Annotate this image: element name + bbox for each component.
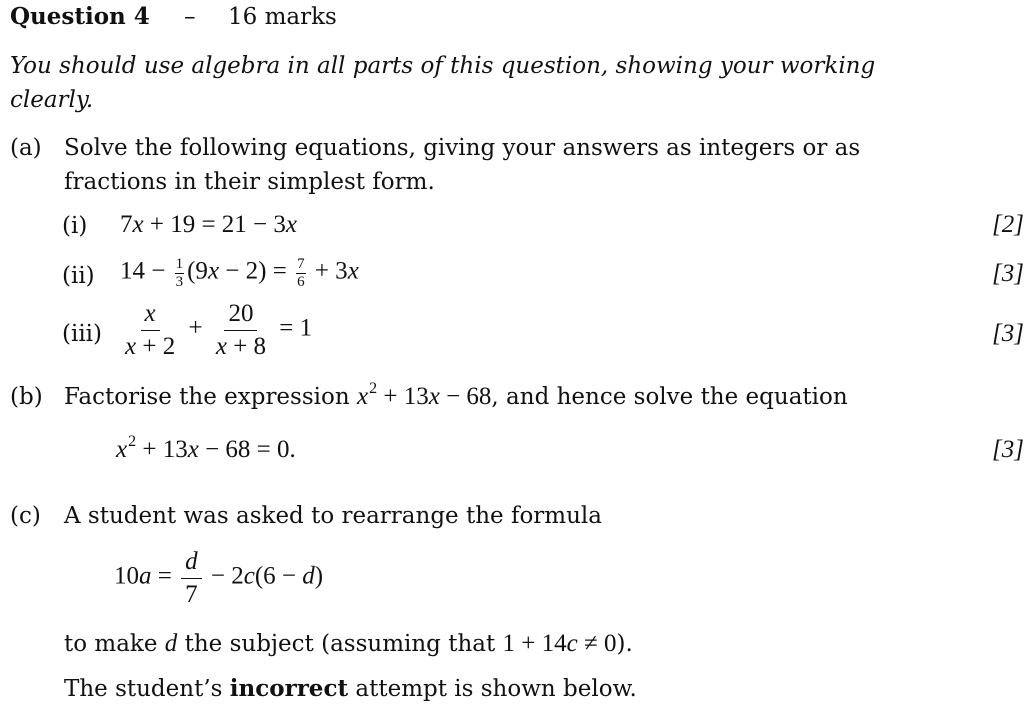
- part-a-ii-label: (ii): [62, 263, 95, 289]
- equation-iii: $\frac{x}{x + 2}$ + $\frac{20}{x + 8}$ = 1: [118, 300, 312, 360]
- part-a-label: (a): [10, 135, 42, 161]
- question-label: Question 4: [10, 3, 150, 30]
- instruction-line-1: You should use algebra in all parts of this question, showing your working: [10, 53, 876, 79]
- marks-total: 16 marks: [228, 4, 337, 30]
- fraction-one-third: $\frac{1}{3}$: [175, 256, 184, 290]
- part-c-intro: A student was asked to rearrange the formula: [64, 503, 602, 529]
- formula-c: 10a = $\frac{d}{7}$ − 2c(6 − d): [114, 548, 324, 608]
- fraction-x-over-x-plus-2: $\frac{x}{x + 2}$: [125, 300, 176, 360]
- instruction-line-2: clearly.: [10, 87, 94, 113]
- marks-a-ii: [3]: [992, 260, 1024, 287]
- equation-i: 7x + 19 = 21 − 3x: [120, 211, 298, 238]
- part-a-iii-label: (iii): [62, 321, 103, 347]
- fraction-seven-sixths: $\frac{7}{6}$: [297, 256, 305, 290]
- marks-b: [3]: [992, 436, 1024, 463]
- part-c-label: (c): [10, 503, 41, 529]
- equation-ii: 14 − $\frac{1}{3}$ (9x − 2) = $\frac{7}{6}$ + 3x: [120, 256, 359, 290]
- part-a-i-label: (i): [62, 213, 88, 239]
- part-c-attempt-line: The student’s incorrect attempt is shown below.: [64, 675, 637, 702]
- fraction-d-over-7: $\frac{d}{7}$: [181, 548, 202, 608]
- part-b-label: (b): [10, 384, 43, 410]
- equation-b: $x^2 + 13x - 68 = 0$.: [116, 433, 296, 463]
- part-c-subject-line: to make d the subject (assuming that 1 + 14c ≠ 0).: [64, 630, 633, 657]
- part-a-line-1: Solve the following equations, giving your answers as integers or as: [64, 135, 861, 161]
- header-dash: –: [184, 4, 196, 30]
- marks-a-iii: [3]: [992, 320, 1024, 347]
- question-header: [10, 3, 150, 31]
- marks-a-i: [2]: [992, 211, 1024, 238]
- fraction-20-over-x-plus-8: $\frac{20}{x + 8}$: [215, 300, 267, 360]
- part-b-text: Factorise the expression $x^2 + 13x - 68$, and hence solve the equation: [64, 380, 848, 410]
- part-a-line-2: fractions in their simplest form.: [64, 169, 435, 195]
